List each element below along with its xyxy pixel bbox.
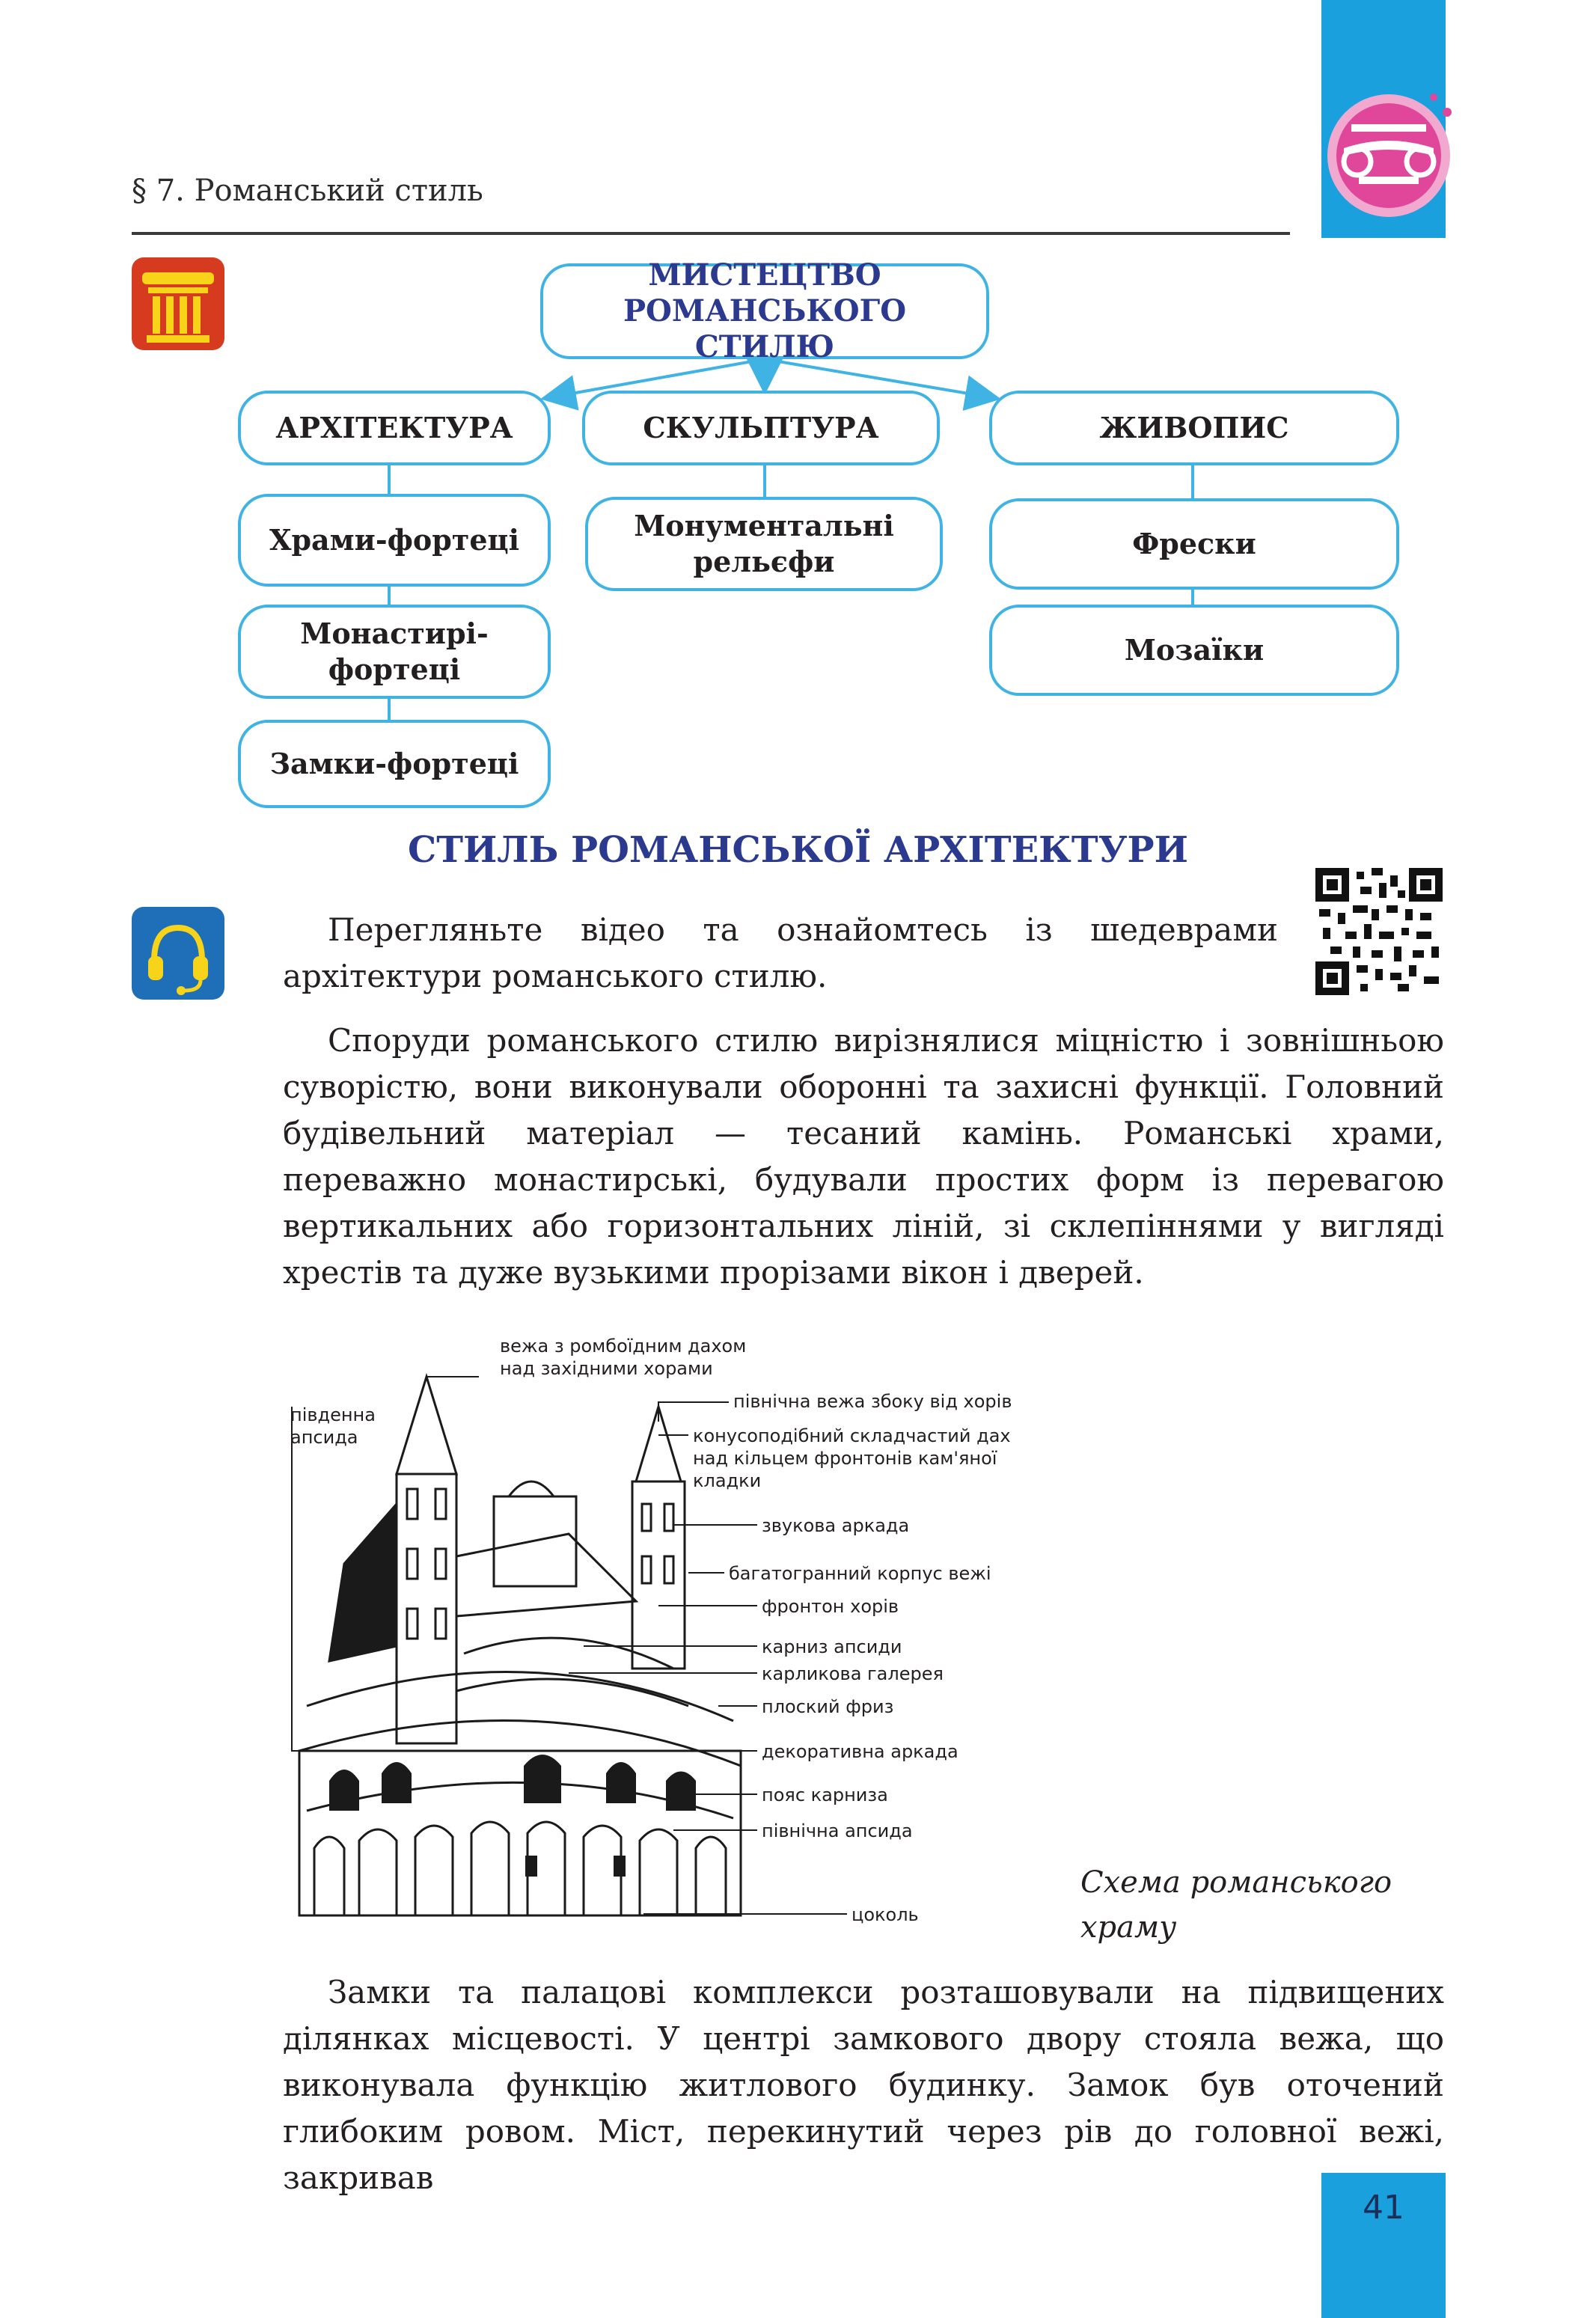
label-conical-roof: конусоподібний складчастий дах над кільцем фронтонів кам'яної кладки [693, 1425, 1011, 1491]
diagram-architecture: АРХІТЕКТУРА [238, 391, 551, 465]
label-cornice-belt: пояс карниза [762, 1785, 888, 1805]
diagram-painting: ЖИВОПИС [989, 391, 1399, 465]
section-title: СТИЛЬ РОМАНСЬКОЇ АРХІТЕКТУРИ [408, 829, 1188, 871]
figure-caption: Схема романського храму [1080, 1865, 1392, 1945]
diagram-item: Мозаїки [989, 605, 1399, 696]
section-header: § 7. Романський стиль [132, 174, 483, 208]
label-choir-gable: фронтон хорів [762, 1596, 899, 1617]
label-flat-frieze: плоский фриз [762, 1696, 894, 1717]
diagram-root: МИСТЕЦТВО РОМАНСЬКОГО СТИЛЮ [540, 263, 989, 359]
diagram-item: Замки-фортеці [238, 720, 551, 808]
label-plinth: цоколь [851, 1904, 919, 1925]
video-prompt: Перегляньте відео та ознайомтесь із шедеврами архітектури романського стилю. [283, 911, 1278, 994]
label-apse-cornice: карниз апсиди [762, 1636, 902, 1657]
diagram-item: Фрески [989, 498, 1399, 590]
label-dwarf-gallery: карликова галерея [762, 1663, 944, 1684]
paragraph: Замки та палацові комплекси розташовували на підвищених ділянках місцевості. У центрі замкового двору стояла вежа, що виконувала функцію житлового будинку. Замок був оточений глибоким ровом. Міст, перекинутий через рів до головної вежі, закривав [283, 1974, 1444, 2196]
label-north-tower: північна вежа збоку від хорів [733, 1391, 1012, 1412]
diagram-item: Монументальні рельєфи [585, 497, 943, 591]
label-north-apse: північна апсида [762, 1820, 913, 1841]
label-south-apse: південна апсида [290, 1404, 376, 1448]
page-number: 41 [1363, 2189, 1404, 2227]
diagram-item: Монастирі-фортеці [238, 605, 551, 699]
label-sound-arcade: звукова аркада [762, 1515, 910, 1536]
label-decorative-arcade: декоративна аркада [762, 1741, 958, 1762]
diagram-sculpture: СКУЛЬПТУРА [582, 391, 940, 465]
paragraph: Споруди романського стилю вирізнялися міцністю і зовнішньою суворістю, вони виконували оборонні та захисні функції. Головний будівельний матеріал — тесаний камінь. Романські храми, переважно монастирські, будували простих форм із перевагою вертикальних або горизонтальних ліній, зі склепіннями у вигляді хрестів та дуже вузькими прорізами вікон і дверей. [283, 1022, 1444, 1291]
label-polygonal-tower: багатогранний корпус вежі [729, 1563, 991, 1584]
label-tower-rhombic: вежа з ромбоїдним дахом над західними хорами [500, 1336, 747, 1379]
diagram-item: Храми-фортеці [238, 494, 551, 587]
